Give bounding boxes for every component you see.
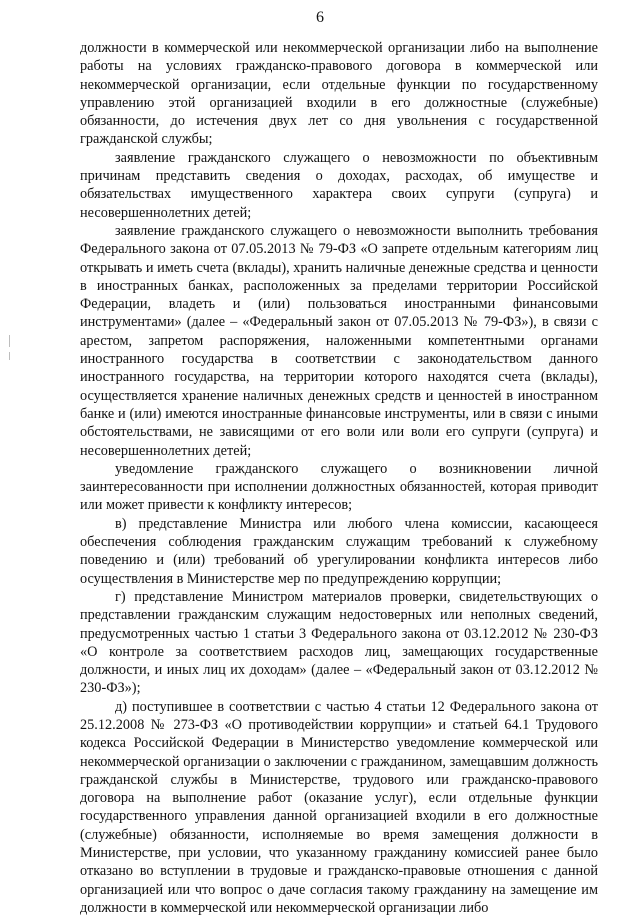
paragraph-item-g: г) представление Министром материалов проверки, свидетельствующих о представлении гражданским служащим недостоверных или неполных сведений, предусмотренных частью 1 статьи 3 Федерального закона от 03.12.2012 № 230-ФЗ «О контроле за соответствием расходов лиц, замещающих государственные должности, и иных лиц их доходам» (далее – «Федеральный закон от 03.12.2012 № 230-ФЗ»); (80, 588, 598, 697)
paragraph-conflict-notice: уведомление гражданского служащего о возникновении личной заинтересованности при исполнении должностных обязанностей, которая приводит или может привести к конфликту интересов; (80, 460, 598, 514)
paragraph-item-d: д) поступившее в соответствии с частью 4 статьи 12 Федерального закона от 25.12.2008 № 273-ФЗ «О противодействии коррупции» и статьей 64.1 Трудового кодекса Российской Федерации в Министерство уведомление коммерческой или некоммерческой организации о заключении с гражданином, замещавшим должность гражданской службы в Министерстве, трудового или гражданско-правового договора на выполнение работ (оказание услуг), если отдельные функции государственного управления данной организацией входили в его должностные (служебные) обязанности, исполняемые во время замещения должности в Министерстве, при условии, что указанному гражданину комиссией ранее было отказано во вступлении в трудовые и гражданско-правовые отношения с данной организацией или что вопрос о даче согласия такому гражданину на замещение им должности в коммерческой или некоммерческой организации либо (80, 698, 598, 916)
page-number: 6 (316, 9, 324, 26)
document-body (80, 39, 598, 917)
scan-margin-mark (9, 352, 10, 360)
scan-margin-mark (9, 335, 10, 347)
paragraph-statement-declaration: заявление гражданского служащего о невозможности по объективным причинам представить сведения о доходах, расходах, об имуществе и обязательствах имущественного характера своих супруги (супруга) и несовершеннолетних детей; (80, 149, 598, 221)
paragraph-continuation: должности в коммерческой или некоммерческой организации либо на выполнение работы на условиях гражданско-правового договора в коммерческой или некоммерческой организации, если отдельные функции по государственному управлению этой организацией входили в его должностные (служебные) обязанности, до истечения двух лет со дня увольнения с государственной гражданской службы; (80, 40, 598, 148)
paragraph-item-v: в) представление Министра или любого члена комиссии, касающееся обеспечения соблюдения гражданским служащим требований к служебному поведению и (или) требований об урегулировании конфликта интересов либо осуществления в Министерстве мер по предупреждению коррупции; (80, 515, 598, 587)
paragraph-statement-79fz: заявление гражданского служащего о невозможности выполнить требования Федерального закона от 07.05.2013 № 79-ФЗ «О запрете отдельным категориям лиц открывать и иметь счета (вклады), хранить наличные денежные средства и ценности в иностранных банках, расположенных за пределами территории Российской Федерации, владеть и (или) пользоваться иностранными финансовыми инструментами» (далее – «Федеральный закон от 07.05.2013 № 79-ФЗ»), в связи с арестом, запретом распоряжения, наложенными компетентными органами иностранного государства в соответствии с законодательством данного иностранного государства, на территории которого находятся счета (вклады), осуществляется хранение наличных денежных средств и ценностей в иностранном банке и (или) имеются иностранные финансовые инструменты, или в связи с иными обстоятельствами, не зависящими от его воли или воли его супруги (супруга) и несовершеннолетних детей; (80, 222, 598, 459)
